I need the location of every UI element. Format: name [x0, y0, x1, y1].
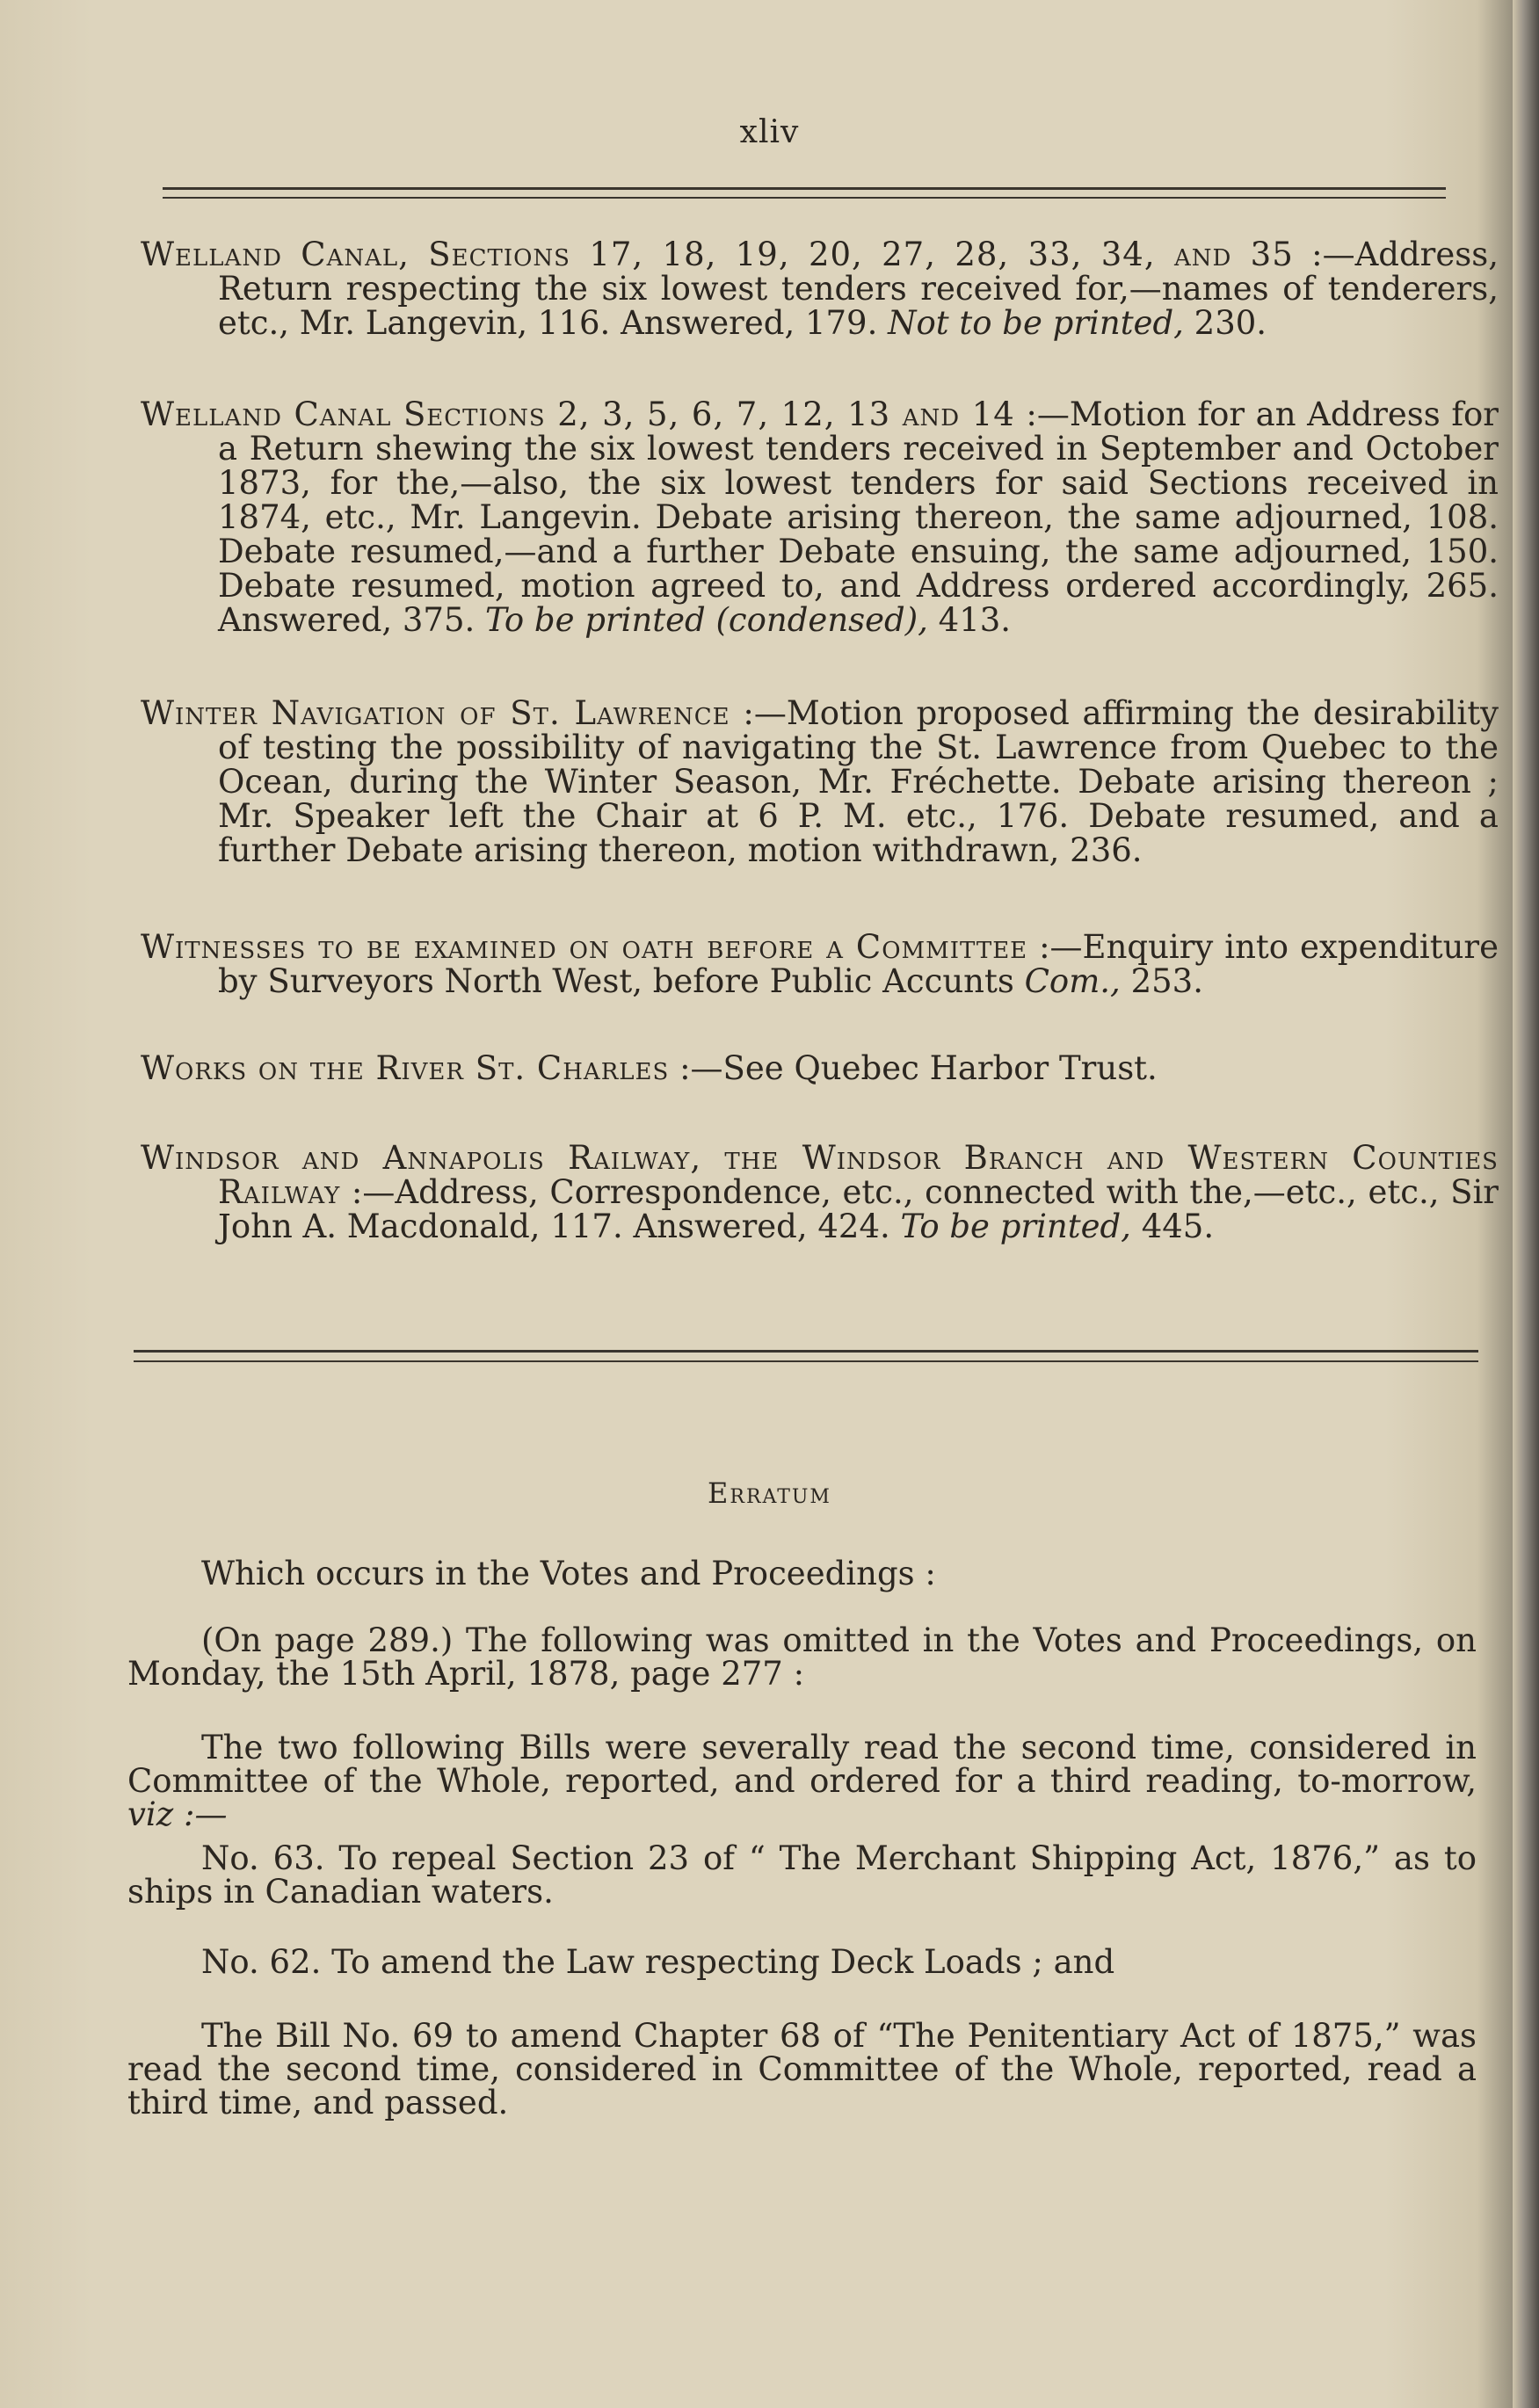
entry-tail: 413. [927, 601, 1012, 639]
index-entry [141, 397, 1499, 637]
entry-text: :—See Quebec Harbor Trust. [669, 1049, 1158, 1087]
index-entry [141, 1051, 1499, 1085]
top-rule-thin [163, 197, 1446, 199]
paragraph-text: The Bill No. 69 to amend Chapter 68 of “The Penitentiary Act of 1875,” was read the second time, considered in Committee of the Whole, reported, read a third time, and passed. [127, 2017, 1477, 2122]
erratum-paragraph [127, 1621, 1477, 1693]
paragraph-text: No. 63. To repeal Section 23 of “ The Merchant Shipping Act, 1876,” as to ships in Canadian waters. [127, 1839, 1477, 1911]
index-entry [141, 930, 1499, 998]
entry-text: :—Address, Return respecting the six lowest tenders received for,—names of tenderers, etc., Mr. Langevin, 116. Answered, 179. [218, 236, 1499, 342]
middle-rule-thin [134, 1360, 1478, 1362]
entry-italic: To be printed, [900, 1208, 1131, 1245]
entry-heading: Welland Canal Sections 2, 3, 5, 6, 7, 12, 13 and 14 [141, 395, 1015, 433]
entry-heading: Welland Canal, Sections 17, 18, 19, 20, 27, 28, 33, 34, and 35 [141, 236, 1294, 273]
entry-text: :—Enquiry into expenditure by Surveyors North West, before Public Accunts [218, 928, 1499, 1000]
index-entry [141, 237, 1499, 340]
entry-tail: 253. [1120, 962, 1203, 1000]
paragraph-text: (On page 289.) The following was omitted in the Votes and Proceedings, on Monday, the 15th April, 1878, page 277 : [127, 1621, 1477, 1693]
entry-text: :—Address, Correspondence, etc., connected with the,—etc., etc., Sir John A. Macdonald, 117. Answered, 424. [218, 1173, 1499, 1245]
entry-text: :—Motion proposed affirming the desirability of testing the possibility of navigating the St. Lawrence from Quebec to the Ocean, during the Winter Season, Mr. Fréchette. Debate arising thereon ; Mr. Speaker left the Chair at 6 P. M. etc., 176. Debate resumed, and a further Debate arising thereon, motion withdrawn, 236. [218, 694, 1499, 869]
erratum-paragraph [127, 1839, 1477, 1911]
entry-tail: 230. [1183, 304, 1267, 342]
entry-italic: Com., [1024, 962, 1121, 1000]
erratum-paragraph [127, 1557, 1477, 1591]
paragraph-text: Which occurs in the Votes and Proceedings : [201, 1555, 936, 1592]
erratum-paragraph [127, 1731, 1477, 1831]
paragraph-text: The two following Bills were severally read the second time, considered in Committee of the Whole, reported, and ordered for a third reading, to-morrow, [127, 1729, 1477, 1800]
erratum-title: Erratum [708, 1476, 831, 1510]
erratum-paragraph [127, 2017, 1477, 2122]
page-edge-shadow [1513, 0, 1539, 2408]
entry-heading: Witnesses to be examined on oath before a Committee [141, 928, 1028, 966]
page-number: xliv [739, 114, 800, 150]
entry-heading: Works on the River St. Charles [141, 1049, 670, 1087]
top-rule [163, 187, 1446, 190]
index-entry [141, 1141, 1499, 1244]
entry-italic: To be printed (condensed), [485, 601, 928, 639]
erratum-paragraph [127, 1943, 1477, 1981]
entry-heading: Windsor and Annapolis Railway, the Windsor Branch and Western Counties Railway [141, 1139, 1499, 1211]
middle-rule [134, 1350, 1478, 1353]
entry-tail: 445. [1130, 1208, 1215, 1245]
entry-heading: Winter Navigation of St. Lawrence [141, 694, 730, 732]
entry-italic: Not to be printed, [888, 304, 1184, 342]
index-entry [141, 696, 1499, 867]
entry-text: :—Motion for an Address for a Return shewing the six lowest tenders received in September and October 1873, for the,—also, the six lowest tenders for said Sections received in 1874, etc., Mr. Langevin. Debate arising thereon, the same adjourned, 108. Debate resumed,—and a further Debate ensuing, the same adjourned, 150. Debate resumed, motion agreed to, and Address ordered accordingly, 265. Answered, 375. [218, 395, 1499, 639]
paragraph-italic: viz :— [127, 1795, 228, 1833]
paragraph-text: No. 62. To amend the Law respecting Deck Loads ; and [201, 1943, 1115, 1981]
